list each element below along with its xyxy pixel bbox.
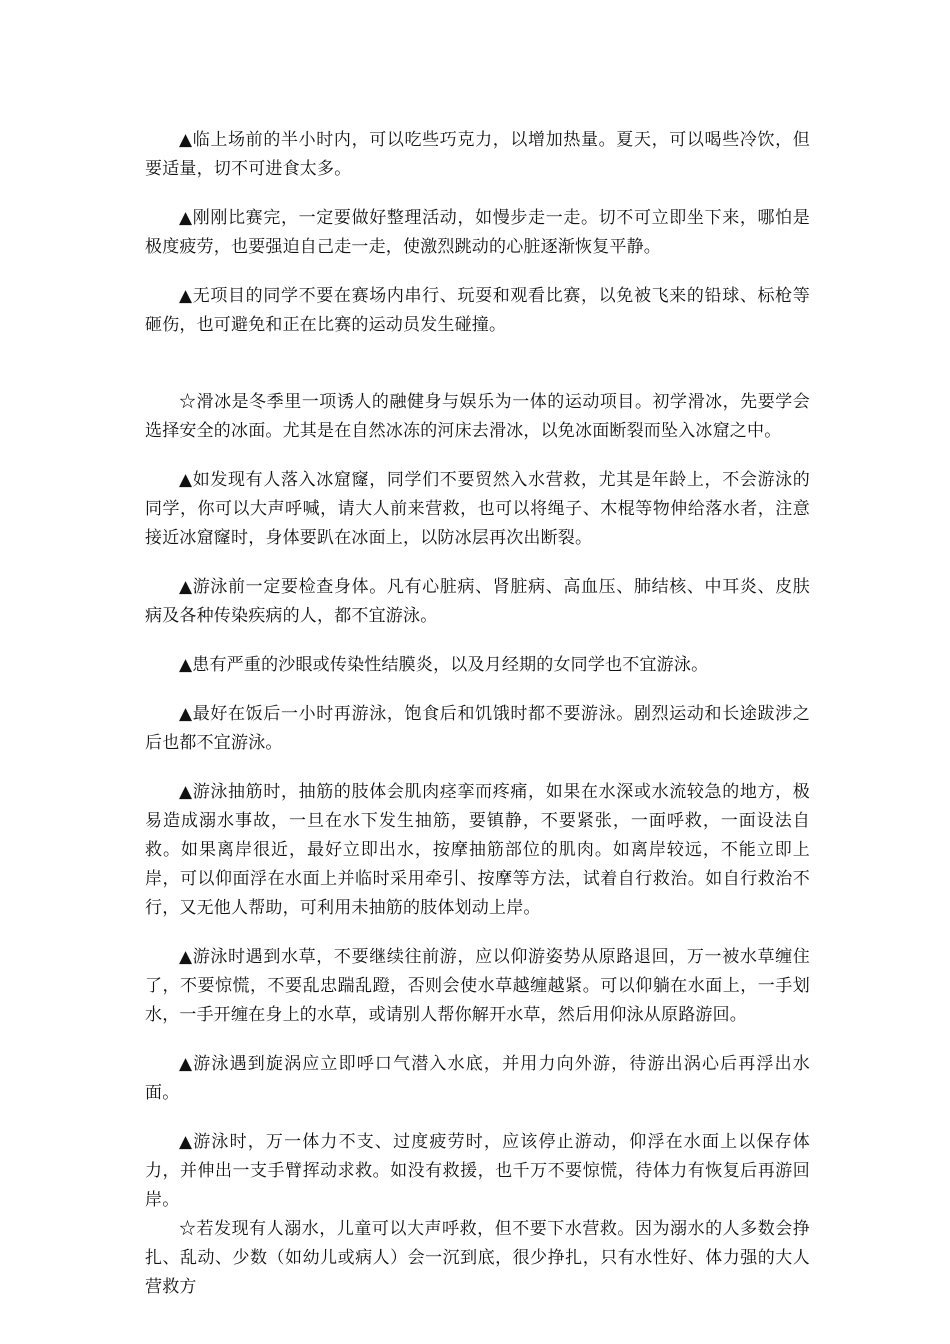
paragraph-swim-waterweed: ▲游泳时遇到水草，不要继续往前游，应以仰游姿势从原路退回，万一被水草缠住了，不要惊慌，不要乱忠踹乱蹬，否则会使水草越缠越紧。可以仰躺在水面上，一手划水，一手开缠在身上的水草，或请别人帮你解开水草，然后用仰泳从原路游回。 bbox=[145, 947, 810, 1025]
paragraph-swim-cramp: ▲游泳抽筋时，抽筋的肢体会肌肉痉挛而疼痛，如果在水深或水流较急的地方，极易造成溺水事故，一旦在水下发生抽筋，要镇静，不要紧张，一面呼救，一面设法自救。如果离岸很近，最好立即出水，按摩抽筋部位的肌肉。如离岸较远，不能立即上岸，可以仰面浮在水面上并临时采用牵引、按摩等方法，试着自行救治。如自行救治不行，又无他人帮助，可利用未抽筋的肢体划动上岸。 bbox=[145, 782, 810, 918]
paragraph-swim-restrictions: ▲患有严重的沙眼或传染性结膜炎，以及月经期的女同学也不宜游泳。 bbox=[179, 655, 709, 675]
paragraph-spectator-safety: ▲无项目的同学不要在赛场内串行、玩耍和观看比赛，以免被飞来的铅球、标枪等砸伤，也可避免和正在比赛的运动员发生碰撞。 bbox=[145, 286, 810, 335]
paragraph-skating-intro: ☆滑冰是冬季里一项诱人的融健身与娱乐为一体的运动项目。初学滑冰，先要学会选择安全的冰面。尤其是在自然冰冻的河床去滑冰，以免冰面断裂而坠入冰窟之中。 bbox=[145, 392, 810, 441]
document-body bbox=[145, 126, 810, 1302]
paragraph-swim-timing: ▲最好在饭后一小时再游泳，饱食后和饥饿时都不要游泳。剧烈运动和长途跋涉之后也都不宜游泳。 bbox=[145, 704, 810, 753]
paragraph-pre-competition-eating: ▲临上场前的半小时内，可以吃些巧克力，以增加热量。夏天，可以喝些冷饮，但要适量，切不可进食太多。 bbox=[145, 130, 810, 179]
section-spacer bbox=[145, 360, 810, 388]
paragraph-drowning-rescue: ☆若发现有人溺水，儿童可以大声呼救，但不要下水营救。因为溺水的人多数会挣扎、乱动、少数（如幼儿或病人）会一沉到底，很少挣扎，只有水性好、体力强的大人营救方 bbox=[145, 1219, 810, 1297]
paragraph-ice-rescue: ▲如发现有人落入冰窟窿，同学们不要贸然入水营救，尤其是年龄上，不会游泳的同学，你可以大声呼喊，请大人前来营救，也可以将绳子、木棍等物伸给落水者，注意接近冰窟窿时，身体要趴在冰面上，以防冰层再次出断裂。 bbox=[145, 470, 810, 548]
paragraph-swim-exhaustion: ▲游泳时，万一体力不支、过度疲劳时，应该停止游动，仰浮在水面上以保存体力，并伸出一支手臂挥动求救。如没有救援，也千万不要惊慌，待体力有恢复后再游回岸。 bbox=[145, 1132, 810, 1210]
paragraph-swim-health-check: ▲游泳前一定要检查身体。凡有心脏病、肾脏病、高血压、肺结核、中耳炎、皮肤病及各种传染疾病的人，都不宜游泳。 bbox=[145, 577, 810, 626]
paragraph-post-competition-cooldown: ▲刚刚比赛完，一定要做好整理活动，如慢步走一走。切不可立即坐下来，哪怕是极度疲劳，也要强迫自己走一走，使激烈跳动的心脏逐渐恢复平静。 bbox=[145, 208, 810, 257]
paragraph-swim-whirlpool: ▲游泳遇到旋涡应立即呼口气潜入水底，并用力向外游，待游出涡心后再浮出水面。 bbox=[145, 1054, 810, 1103]
